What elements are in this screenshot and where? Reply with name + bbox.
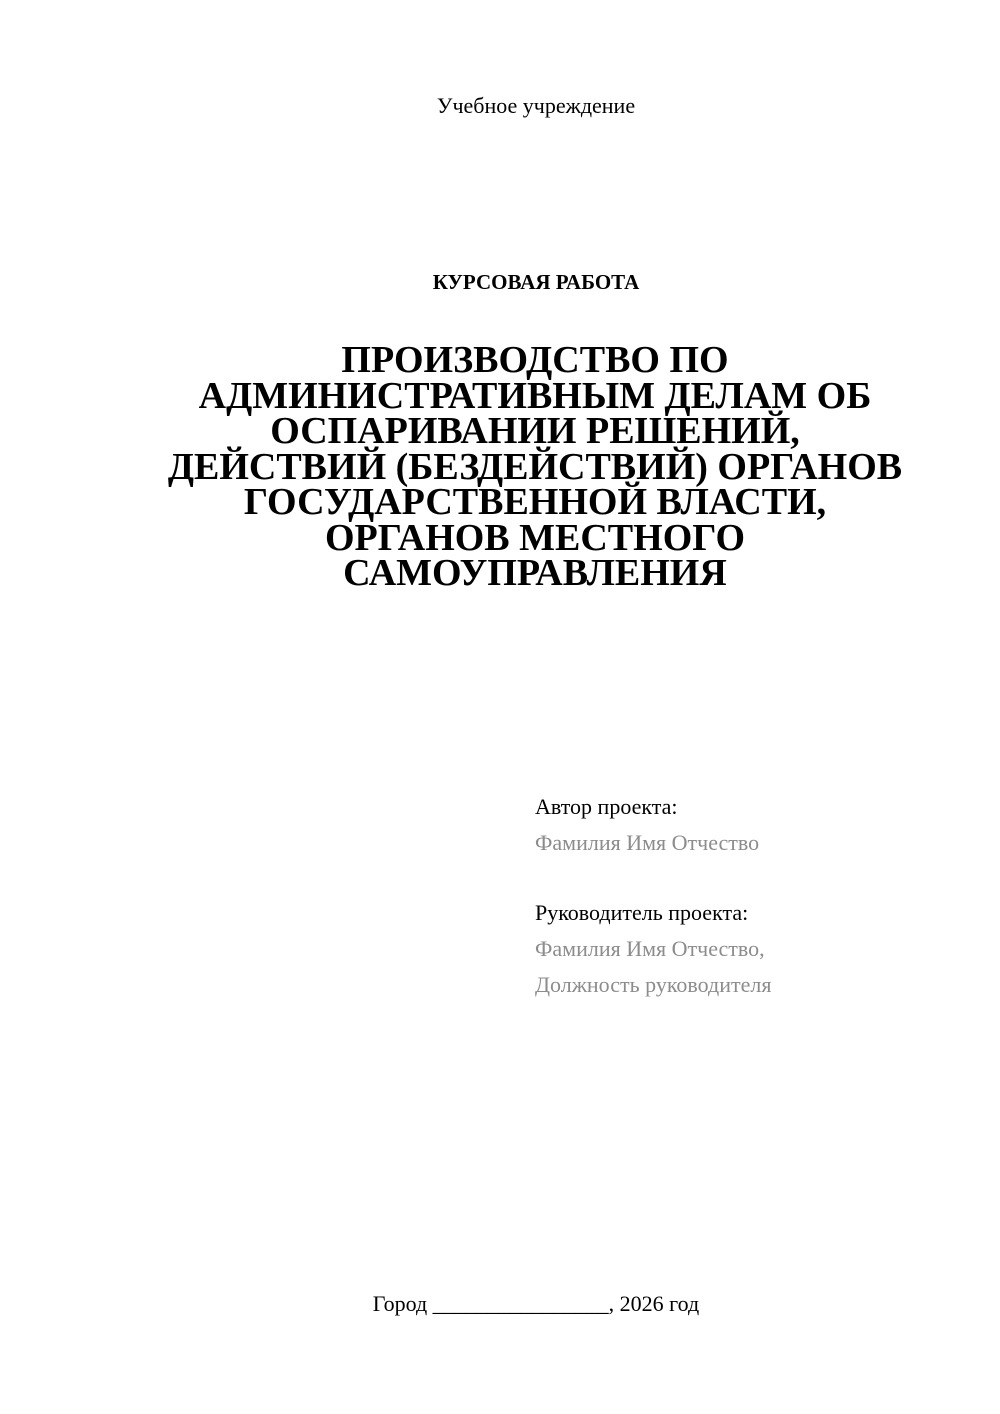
work-type: КУРСОВАЯ РАБОТА — [432, 270, 640, 294]
title-line: ПРОИЗВОДСТВО ПО — [341, 339, 729, 381]
title-line: САМОУПРАВЛЕНИЯ — [343, 552, 727, 594]
institution-name: Учебное учреждение — [436, 93, 636, 118]
supervisor-position: Должность руководителя — [535, 972, 772, 997]
supervisor-name: Фамилия Имя Отчество, — [535, 936, 765, 961]
title-line: ОРГАНОВ МЕСТНОГО — [324, 516, 746, 559]
supervisor-label: Руководитель проекта: — [535, 900, 749, 925]
author-label: Автор проекта: — [535, 794, 678, 819]
title-line: ДЕЙСТВИЙ (БЕЗДЕЙСТВИЙ) ОРГАНОВ — [167, 445, 903, 488]
city-year-footer: Город ________________, 2026 год — [372, 1291, 700, 1316]
title-line: ОСПАРИВАНИИ РЕШЕНИЙ, — [270, 410, 800, 452]
author-name: Фамилия Имя Отчество — [535, 830, 760, 855]
credits-block — [535, 789, 975, 1003]
title-line: ГОСУДАРСТВЕННОЙ ВЛАСТИ, — [243, 481, 827, 523]
work-title — [120, 339, 950, 594]
title-line: АДМИНИСТРАТИВНЫМ ДЕЛАМ ОБ — [198, 374, 872, 417]
credits-spacer — [535, 861, 975, 895]
